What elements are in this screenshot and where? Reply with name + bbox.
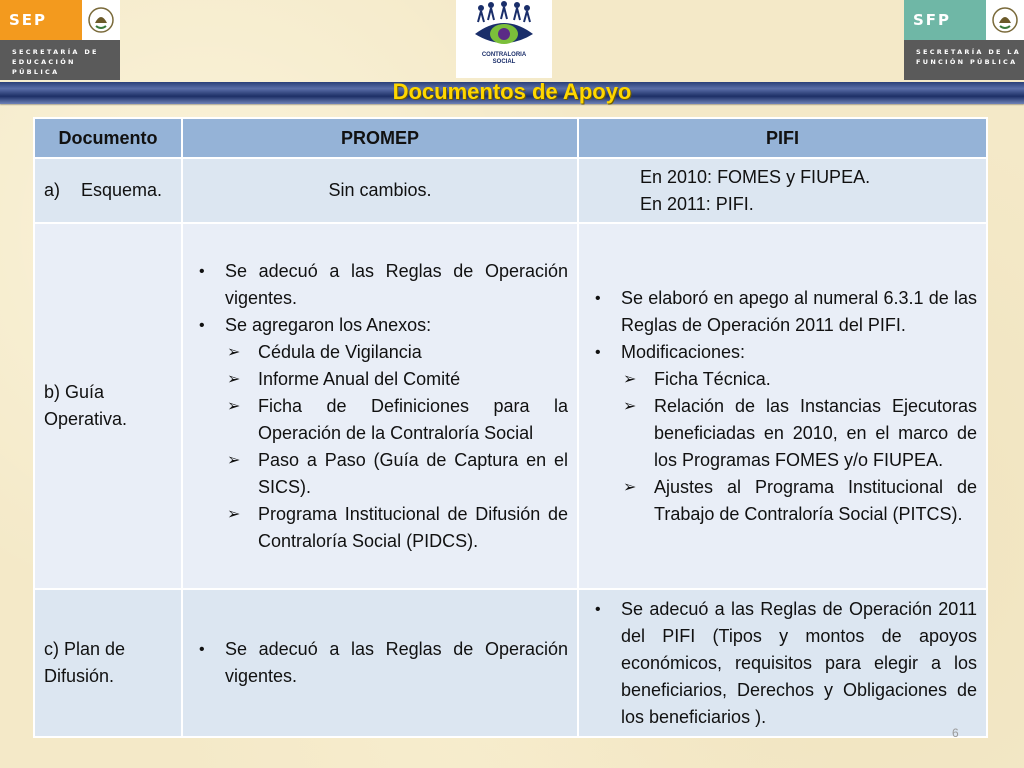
cell-plan-doc: c) Plan de Difusión. (34, 589, 182, 737)
cell-guia-promep (182, 223, 578, 589)
cell-esquema-promep: Sin cambios. (182, 158, 578, 223)
bullet-icon: • (595, 600, 601, 618)
sub-list-item (621, 366, 977, 393)
sub-list-item-text: Ficha Técnica. (654, 368, 771, 389)
list-item (588, 596, 977, 731)
cell-guia-pifi (578, 223, 987, 589)
cell-esquema-pifi (578, 158, 987, 223)
sub-list-item-text: Programa Institucional de Difusión de Contraloría Social (PIDCS). (258, 503, 568, 551)
sub-list-item-text: Ficha de Definiciones para la Operación de la Contraloría Social (258, 395, 568, 443)
esquema-number: a) (44, 180, 61, 200)
sub-list-item-text: Ajustes al Programa Institucional de Trabajo de Contraloría Social (PITCS). (654, 476, 977, 524)
sfp-logo-sub2: FUNCIÓN PÚBLICA (916, 58, 1018, 66)
contraloria-logo-line2: SOCIAL (492, 59, 516, 65)
arrow-bullet-icon: ➢ (623, 370, 637, 388)
table-row-esquema (34, 158, 987, 223)
esquema-label: Esquema. (81, 180, 163, 200)
mexico-seal-icon (82, 0, 120, 40)
sep-logo (0, 0, 120, 80)
cell-esquema-doc (34, 158, 182, 223)
documents-table (33, 117, 988, 738)
sub-list-item-text: Cédula de Vigilancia (258, 341, 422, 362)
sep-logo-sub2: EDUCACIÓN PÚBLICA (12, 58, 76, 76)
arrow-bullet-icon: ➢ (227, 343, 241, 361)
list-item (192, 258, 568, 312)
arrow-bullet-icon: ➢ (227, 370, 241, 388)
header-pifi: PIFI (578, 118, 987, 158)
list-item-text: Se agregaron los Anexos: (225, 314, 432, 335)
list-item-text: Se adecuó a las Reglas de Operación vigentes. (225, 260, 568, 308)
arrow-bullet-icon: ➢ (227, 505, 241, 523)
bullet-icon: • (199, 316, 205, 334)
sub-list-item (225, 366, 568, 393)
header-promep: PROMEP (182, 118, 578, 158)
contraloria-social-logo (456, 0, 552, 78)
bullet-icon: • (199, 262, 205, 280)
bullet-icon: • (595, 289, 601, 307)
page-number: 6 (952, 726, 959, 740)
table-row-guia (34, 223, 987, 589)
bullet-icon: • (595, 343, 601, 361)
list-item (192, 636, 568, 690)
sub-list-item-text: Relación de las Instancias Ejecutoras beneficiadas en 2010, en el marco de los Programas FOMES y/o FIUPEA. (654, 395, 977, 470)
list-item (588, 285, 977, 339)
contraloria-logo-line1: CONTRALORIA (481, 52, 527, 58)
sub-list-item (225, 501, 568, 555)
esquema-pifi-line: En 2010: FOMES y FIUPEA. (640, 166, 871, 187)
sfp-logo (904, 0, 1024, 80)
arrow-bullet-icon: ➢ (227, 397, 241, 415)
cell-plan-pifi (578, 589, 987, 737)
table-row-plan (34, 589, 987, 737)
sep-logo-sub1: SECRETARÍA DE (12, 48, 99, 56)
sub-list-item (621, 393, 977, 474)
list-item (192, 312, 568, 555)
cell-plan-promep (182, 589, 578, 737)
list-item-text: Modificaciones: (621, 341, 746, 362)
header-documento: Documento (34, 118, 182, 158)
sub-list-item (225, 447, 568, 501)
sub-list-item (225, 393, 568, 447)
list-item-text: Se elaboró en apego al numeral 6.3.1 de las Reglas de Operación 2011 del PIFI. (621, 287, 977, 335)
arrow-bullet-icon: ➢ (227, 451, 241, 469)
arrow-bullet-icon: ➢ (623, 478, 637, 496)
sfp-logo-sub1: SECRETARÍA DE LA (916, 48, 1022, 56)
sub-list-item-text: Informe Anual del Comité (258, 368, 461, 389)
sfp-logo-text: SFP (904, 0, 986, 40)
mexico-seal-icon (986, 0, 1024, 40)
list-item-text: Se adecuó a las Reglas de Operación vigentes. (225, 639, 568, 686)
contraloria-eye-icon (469, 0, 539, 52)
esquema-pifi-line: En 2011: PIFI. (640, 193, 754, 214)
sub-list-item (225, 339, 568, 366)
bullet-icon: • (199, 641, 205, 658)
page-title: Documentos de Apoyo (392, 79, 632, 104)
sub-list-item (621, 474, 977, 528)
arrow-bullet-icon: ➢ (623, 397, 637, 415)
list-item (588, 339, 977, 528)
cell-guia-doc: b) Guía Operativa. (34, 223, 182, 589)
sep-logo-text: SEP (0, 0, 82, 40)
sub-list-item-text: Paso a Paso (Guía de Captura en el SICS). (258, 449, 568, 497)
table-header-row (34, 118, 987, 158)
list-item-text: Se adecuó a las Reglas de Operación 2011 del PIFI (Tipos y montos de apoyos económicos, requisitos para elegir a los beneficiarios, Derechos y Obligaciones de los beneficiarios ). (621, 598, 977, 727)
